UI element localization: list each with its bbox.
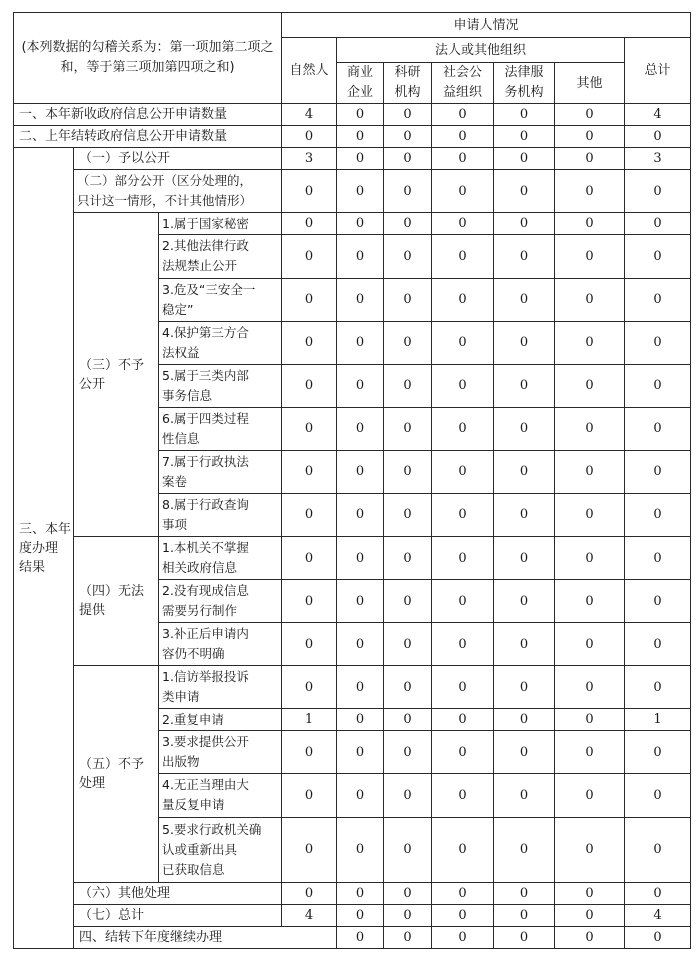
- value-cell: 0: [337, 580, 384, 623]
- row-label: 1.本机关不掌握 相关政府信息: [159, 536, 282, 579]
- value-cell: 0: [555, 882, 625, 904]
- value-cell: 0: [555, 536, 625, 579]
- value-cell: 0: [384, 536, 432, 579]
- statistics-table: [13, 12, 691, 949]
- row-label: 4.无正当理由大 量反复申请: [159, 774, 282, 817]
- value-cell: 1: [625, 709, 691, 731]
- row-label: 8.属于行政查询 事项: [159, 493, 282, 536]
- value-cell: 0: [337, 364, 384, 407]
- value-cell: 0: [384, 709, 432, 731]
- value-cell: 0: [282, 623, 337, 666]
- value-cell: 0: [384, 580, 432, 623]
- value-cell: 0: [432, 126, 494, 148]
- value-cell: 0: [625, 321, 691, 364]
- value-cell: 0: [384, 235, 432, 278]
- row-label: 1.信访举报投诉 类申请: [159, 666, 282, 709]
- value-cell: 0: [494, 126, 555, 148]
- value-cell: 0: [384, 731, 432, 774]
- value-cell: 0: [625, 126, 691, 148]
- row-label: 5.要求行政机关确 认或重新出具 已获取信息: [159, 817, 282, 882]
- group-label-results: 三、本年 度办理 结果: [14, 148, 74, 949]
- value-cell: 0: [384, 926, 432, 948]
- legal-group-header: 法人或其他组织: [337, 38, 625, 63]
- value-cell: 3: [282, 148, 337, 170]
- value-cell: 0: [432, 170, 494, 213]
- value-cell: 0: [432, 926, 494, 948]
- value-cell: 0: [555, 126, 625, 148]
- value-cell: 0: [432, 213, 494, 235]
- value-cell: 0: [555, 104, 625, 126]
- value-cell: 0: [337, 623, 384, 666]
- row-label: 四、结转下年度继续办理: [74, 926, 337, 948]
- value-cell: 0: [432, 148, 494, 170]
- value-cell: 0: [494, 817, 555, 882]
- value-cell: 0: [432, 580, 494, 623]
- value-cell: 0: [555, 926, 625, 948]
- note-cell: (本列数据的勾稽关系为：第一项加第二项之和，等于第三项加第四项之和): [14, 13, 282, 104]
- value-cell: 3: [625, 148, 691, 170]
- row-label: （二）部分公开（区分处理的， 只计这一情形，不计其他情形）: [74, 170, 282, 213]
- row-label: 3.补正后申请内 容仍不明确: [159, 623, 282, 666]
- table-row: [14, 170, 691, 213]
- value-cell: 0: [625, 580, 691, 623]
- business-header: 商业 企业: [337, 63, 384, 104]
- value-cell: 0: [337, 235, 384, 278]
- value-cell: 0: [494, 580, 555, 623]
- group-label-not-disclosed: （三）不予 公开: [74, 213, 159, 537]
- value-cell: 0: [384, 817, 432, 882]
- value-cell: 0: [337, 278, 384, 321]
- value-cell: 0: [625, 731, 691, 774]
- natural-person-header: 自然人: [282, 38, 337, 104]
- header-row-1: [14, 13, 691, 38]
- value-cell: 0: [555, 407, 625, 450]
- value-cell: 0: [282, 407, 337, 450]
- value-cell: 0: [432, 666, 494, 709]
- value-cell: 0: [432, 731, 494, 774]
- value-cell: 0: [625, 493, 691, 536]
- value-cell: 0: [337, 926, 384, 948]
- value-cell: 0: [555, 666, 625, 709]
- research-header: 科研 机构: [384, 63, 432, 104]
- value-cell: 0: [432, 882, 494, 904]
- value-cell: 0: [555, 321, 625, 364]
- value-cell: 0: [432, 450, 494, 493]
- value-cell: 0: [432, 278, 494, 321]
- table-row: [14, 213, 691, 235]
- value-cell: 0: [432, 623, 494, 666]
- row-label: 3.要求提供公开 出版物: [159, 731, 282, 774]
- value-cell: 0: [282, 126, 337, 148]
- value-cell: 0: [282, 882, 337, 904]
- value-cell: 0: [282, 580, 337, 623]
- value-cell: 0: [494, 170, 555, 213]
- value-cell: 0: [337, 407, 384, 450]
- value-cell: 0: [625, 278, 691, 321]
- value-cell: 0: [555, 278, 625, 321]
- value-cell: 0: [494, 321, 555, 364]
- value-cell: 0: [432, 774, 494, 817]
- value-cell: 0: [282, 364, 337, 407]
- value-cell: 0: [494, 213, 555, 235]
- value-cell: 4: [282, 904, 337, 926]
- value-cell: 0: [337, 774, 384, 817]
- value-cell: 0: [282, 493, 337, 536]
- value-cell: 0: [337, 817, 384, 882]
- other-header: 其他: [555, 63, 625, 104]
- row-label: 1.属于国家秘密: [159, 213, 282, 235]
- value-cell: 0: [432, 104, 494, 126]
- table-row: [14, 904, 691, 926]
- value-cell: 0: [337, 904, 384, 926]
- value-cell: 0: [384, 321, 432, 364]
- value-cell: 0: [337, 170, 384, 213]
- row-label: 5.属于三类内部 事务信息: [159, 364, 282, 407]
- value-cell: 0: [337, 148, 384, 170]
- value-cell: 0: [494, 493, 555, 536]
- table-row: [14, 148, 691, 170]
- row-label: 2.没有现成信息 需要另行制作: [159, 580, 282, 623]
- value-cell: 0: [625, 774, 691, 817]
- value-cell: 0: [384, 904, 432, 926]
- applicant-header: 申请人情况: [282, 13, 691, 38]
- value-cell: 0: [555, 450, 625, 493]
- value-cell: 0: [555, 213, 625, 235]
- value-cell: 0: [384, 450, 432, 493]
- value-cell: 0: [555, 709, 625, 731]
- legal-service-header: 法律服 务机构: [494, 63, 555, 104]
- value-cell: 0: [282, 817, 337, 882]
- value-cell: 0: [555, 580, 625, 623]
- value-cell: 0: [555, 364, 625, 407]
- value-cell: 0: [555, 817, 625, 882]
- value-cell: 0: [282, 235, 337, 278]
- value-cell: 0: [494, 407, 555, 450]
- value-cell: 0: [555, 904, 625, 926]
- value-cell: 0: [432, 536, 494, 579]
- value-cell: 0: [384, 493, 432, 536]
- value-cell: 0: [282, 321, 337, 364]
- value-cell: 0: [432, 709, 494, 731]
- value-cell: 0: [625, 170, 691, 213]
- value-cell: 0: [625, 235, 691, 278]
- value-cell: 0: [384, 148, 432, 170]
- value-cell: 0: [494, 774, 555, 817]
- row-label: （六）其他处理: [74, 882, 282, 904]
- value-cell: 0: [432, 321, 494, 364]
- value-cell: 0: [494, 450, 555, 493]
- table-row: [14, 104, 691, 126]
- total-header: 总计: [625, 38, 691, 104]
- value-cell: 0: [384, 666, 432, 709]
- value-cell: 0: [432, 817, 494, 882]
- value-cell: 0: [625, 407, 691, 450]
- row-label: 7.属于行政执法 案卷: [159, 450, 282, 493]
- value-cell: 0: [555, 235, 625, 278]
- value-cell: 0: [282, 666, 337, 709]
- value-cell: 0: [625, 623, 691, 666]
- value-cell: 0: [282, 170, 337, 213]
- value-cell: 0: [337, 882, 384, 904]
- value-cell: 0: [384, 774, 432, 817]
- row-label: （七）总计: [74, 904, 282, 926]
- value-cell: 0: [432, 904, 494, 926]
- value-cell: 0: [337, 493, 384, 536]
- value-cell: 0: [337, 450, 384, 493]
- value-cell: 0: [494, 666, 555, 709]
- value-cell: 0: [494, 278, 555, 321]
- row-label: 二、上年结转政府信息公开申请数量: [14, 126, 282, 148]
- row-label: 2.重复申请: [159, 709, 282, 731]
- row-label: 一、本年新收政府信息公开申请数量: [14, 104, 282, 126]
- group-label-not-processed: （五）不予 处理: [74, 666, 159, 882]
- row-label: 6.属于四类过程 性信息: [159, 407, 282, 450]
- value-cell: 0: [384, 407, 432, 450]
- value-cell: 0: [282, 731, 337, 774]
- value-cell: 0: [494, 364, 555, 407]
- value-cell: 0: [384, 623, 432, 666]
- value-cell: 0: [282, 450, 337, 493]
- value-cell: 0: [337, 104, 384, 126]
- table-row: [14, 666, 691, 709]
- value-cell: 0: [494, 926, 555, 948]
- value-cell: 0: [494, 882, 555, 904]
- value-cell: 0: [494, 148, 555, 170]
- value-cell: 0: [625, 536, 691, 579]
- value-cell: 0: [384, 278, 432, 321]
- value-cell: 0: [494, 235, 555, 278]
- value-cell: 0: [432, 493, 494, 536]
- row-label: 3.危及“三安全一 稳定”: [159, 278, 282, 321]
- value-cell: 0: [337, 213, 384, 235]
- value-cell: 0: [384, 364, 432, 407]
- value-cell: 0: [432, 407, 494, 450]
- value-cell: 0: [282, 536, 337, 579]
- value-cell: 0: [494, 904, 555, 926]
- row-label: 4.保护第三方合 法权益: [159, 321, 282, 364]
- table-row: [14, 126, 691, 148]
- value-cell: 4: [282, 104, 337, 126]
- value-cell: 0: [384, 104, 432, 126]
- value-cell: 0: [555, 148, 625, 170]
- value-cell: 0: [555, 731, 625, 774]
- value-cell: 4: [625, 904, 691, 926]
- value-cell: 0: [337, 731, 384, 774]
- value-cell: 0: [337, 321, 384, 364]
- social-header: 社会公 益组织: [432, 63, 494, 104]
- value-cell: 0: [384, 126, 432, 148]
- value-cell: 0: [494, 623, 555, 666]
- value-cell: 0: [555, 170, 625, 213]
- value-cell: 0: [625, 450, 691, 493]
- value-cell: 0: [384, 882, 432, 904]
- value-cell: 0: [282, 213, 337, 235]
- value-cell: 0: [384, 213, 432, 235]
- table-row: [14, 536, 691, 579]
- row-label: （一）予以公开: [74, 148, 282, 170]
- value-cell: 0: [625, 364, 691, 407]
- table-row: [14, 882, 691, 904]
- value-cell: 0: [337, 126, 384, 148]
- value-cell: 0: [337, 709, 384, 731]
- value-cell: 0: [432, 235, 494, 278]
- value-cell: 0: [494, 536, 555, 579]
- group-label-unable-to-provide: （四）无法 提供: [74, 536, 159, 665]
- value-cell: 0: [282, 774, 337, 817]
- row-label: 2.其他法律行政 法规禁止公开: [159, 235, 282, 278]
- value-cell: 0: [337, 666, 384, 709]
- value-cell: 0: [625, 817, 691, 882]
- value-cell: 0: [494, 731, 555, 774]
- value-cell: 0: [555, 493, 625, 536]
- value-cell: 0: [625, 666, 691, 709]
- value-cell: 0: [555, 623, 625, 666]
- value-cell: 4: [625, 104, 691, 126]
- value-cell: 0: [384, 170, 432, 213]
- value-cell: 0: [625, 926, 691, 948]
- value-cell: 0: [494, 104, 555, 126]
- value-cell: 1: [282, 709, 337, 731]
- value-cell: 0: [555, 774, 625, 817]
- value-cell: 0: [494, 709, 555, 731]
- table-row: [14, 926, 691, 948]
- value-cell: 0: [337, 536, 384, 579]
- value-cell: 0: [625, 213, 691, 235]
- value-cell: 0: [432, 364, 494, 407]
- value-cell: 0: [625, 882, 691, 904]
- value-cell: 0: [282, 278, 337, 321]
